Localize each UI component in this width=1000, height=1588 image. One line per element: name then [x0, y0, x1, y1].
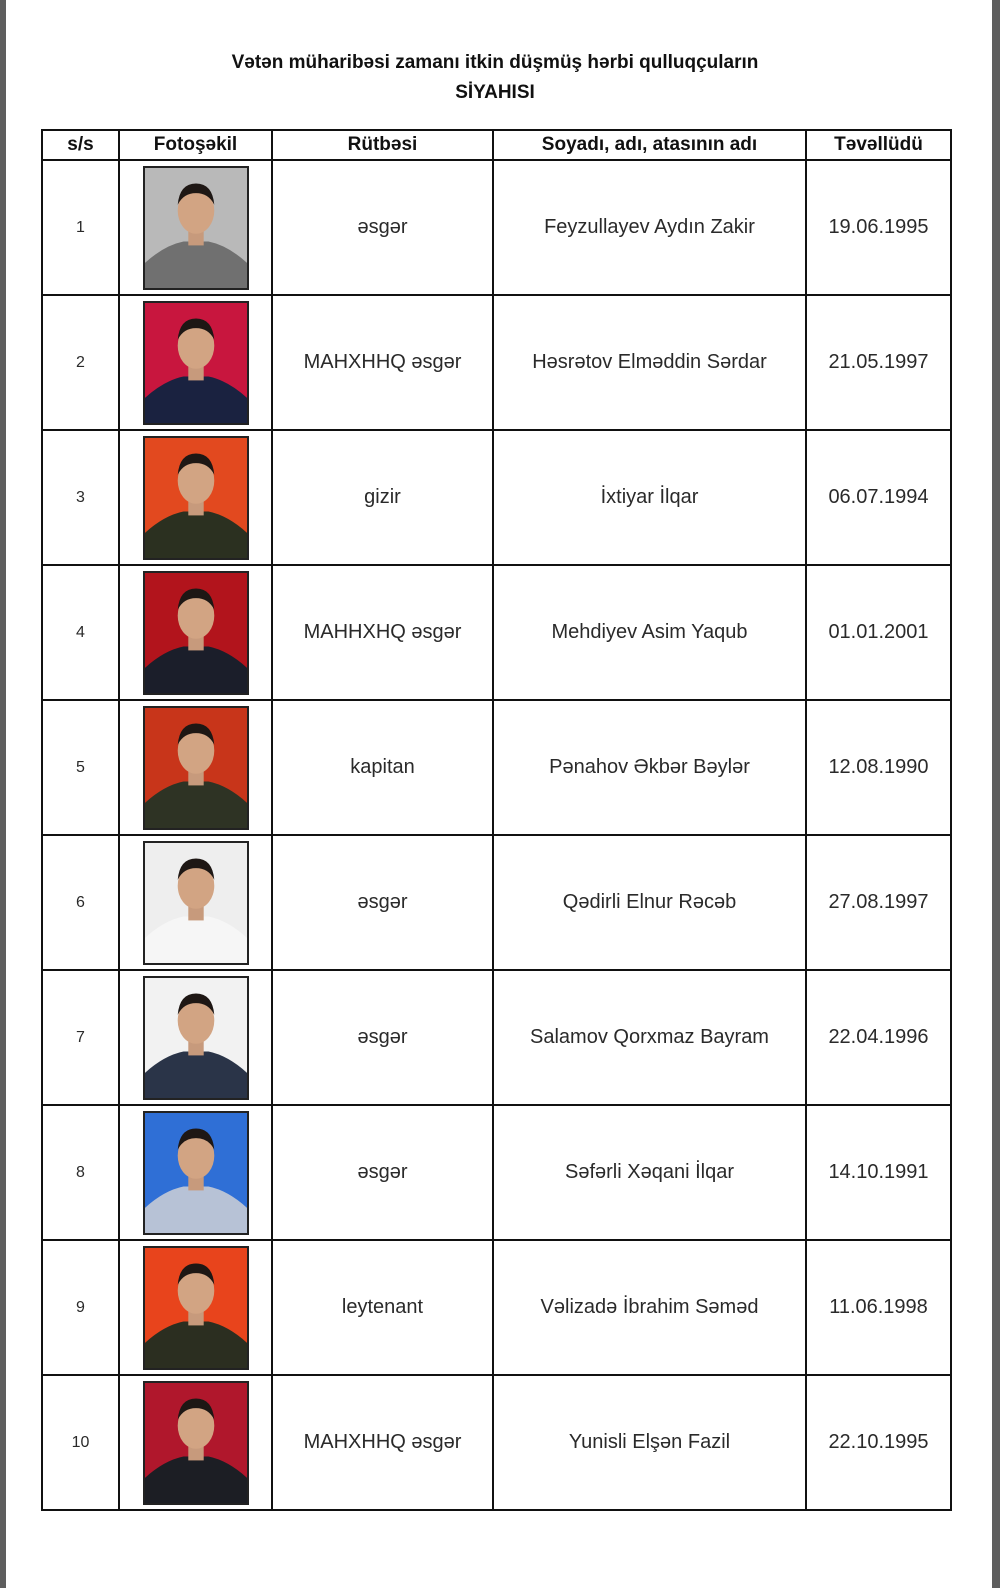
birth-date-cell: 12.08.1990	[806, 700, 951, 835]
row-number: 1	[42, 160, 119, 295]
rank-cell: MAHXHHQ əsgər	[272, 295, 493, 430]
portrait-photo	[143, 301, 249, 425]
row-number: 9	[42, 1240, 119, 1375]
left-page-border	[0, 0, 6, 1588]
birth-date-cell: 19.06.1995	[806, 160, 951, 295]
table-row	[42, 160, 951, 295]
table-row	[42, 295, 951, 430]
table-row	[42, 430, 951, 565]
birth-date-cell: 14.10.1991	[806, 1105, 951, 1240]
birth-date-cell: 01.01.2001	[806, 565, 951, 700]
full-name-cell: Həsrətov Elməddin Sərdar	[493, 295, 806, 430]
table-row	[42, 970, 951, 1105]
table-row	[42, 700, 951, 835]
header-photo: Fotoşəkil	[119, 130, 272, 160]
photo-cell	[119, 1375, 272, 1510]
birth-date-cell: 22.04.1996	[806, 970, 951, 1105]
portrait-photo	[143, 166, 249, 290]
row-number: 6	[42, 835, 119, 970]
portrait-photo	[143, 706, 249, 830]
portrait-photo	[143, 571, 249, 695]
birth-date-cell: 21.05.1997	[806, 295, 951, 430]
rank-cell: əsgər	[272, 835, 493, 970]
table-header-row	[42, 130, 951, 160]
rank-cell: MAHHXHQ əsgər	[272, 565, 493, 700]
birth-date-cell: 11.06.1998	[806, 1240, 951, 1375]
row-number: 4	[42, 565, 119, 700]
table-row	[42, 1240, 951, 1375]
portrait-photo	[143, 1381, 249, 1505]
photo-cell	[119, 160, 272, 295]
full-name-cell: Yunisli Elşən Fazil	[493, 1375, 806, 1510]
table-row	[42, 835, 951, 970]
photo-cell	[119, 835, 272, 970]
table-row	[42, 1375, 951, 1510]
full-name-cell: Pənahov Əkbər Bəylər	[493, 700, 806, 835]
portrait-photo	[143, 976, 249, 1100]
photo-cell	[119, 295, 272, 430]
photo-cell	[119, 970, 272, 1105]
row-number: 8	[42, 1105, 119, 1240]
photo-cell	[119, 1240, 272, 1375]
table-row	[42, 1105, 951, 1240]
rank-cell: gizir	[272, 430, 493, 565]
full-name-cell: Salamov Qorxmaz Bayram	[493, 970, 806, 1105]
rank-cell: kapitan	[272, 700, 493, 835]
right-page-border	[992, 0, 1000, 1588]
portrait-photo	[143, 436, 249, 560]
header-rank: Rütbəsi	[272, 130, 493, 160]
row-number: 2	[42, 295, 119, 430]
row-number: 10	[42, 1375, 119, 1510]
header-birth-date: Təvəllüdü	[806, 130, 951, 160]
photo-cell	[119, 1105, 272, 1240]
photo-cell	[119, 430, 272, 565]
full-name-cell: Feyzullayev Aydın Zakir	[493, 160, 806, 295]
birth-date-cell: 22.10.1995	[806, 1375, 951, 1510]
birth-date-cell: 27.08.1997	[806, 835, 951, 970]
rank-cell: leytenant	[272, 1240, 493, 1375]
row-number: 5	[42, 700, 119, 835]
full-name-cell: Mehdiyev Asim Yaqub	[493, 565, 806, 700]
photo-cell	[119, 565, 272, 700]
document-subtitle: SİYAHISI	[455, 82, 535, 103]
header-number: s/s	[42, 130, 119, 160]
rank-cell: MAHXHHQ əsgər	[272, 1375, 493, 1510]
rank-cell: əsgər	[272, 1105, 493, 1240]
document-title: Vətən müharibəsi zamanı itkin düşmüş hərbi qulluqçuların	[231, 52, 759, 73]
rank-cell: əsgər	[272, 970, 493, 1105]
table-row	[42, 565, 951, 700]
full-name-cell: Qədirli Elnur Rəcəb	[493, 835, 806, 970]
birth-date-cell: 06.07.1994	[806, 430, 951, 565]
header-full-name: Soyadı, adı, atasının adı	[493, 130, 806, 160]
full-name-cell: İxtiyar İlqar	[493, 430, 806, 565]
portrait-photo	[143, 841, 249, 965]
portrait-photo	[143, 1111, 249, 1235]
photo-cell	[119, 700, 272, 835]
row-number: 3	[42, 430, 119, 565]
portrait-photo	[143, 1246, 249, 1370]
personnel-table	[41, 129, 952, 1511]
full-name-cell: Səfərli Xəqani İlqar	[493, 1105, 806, 1240]
row-number: 7	[42, 970, 119, 1105]
full-name-cell: Vəlizadə İbrahim Səməd	[493, 1240, 806, 1375]
table-body	[42, 160, 951, 1510]
rank-cell: əsgər	[272, 160, 493, 295]
